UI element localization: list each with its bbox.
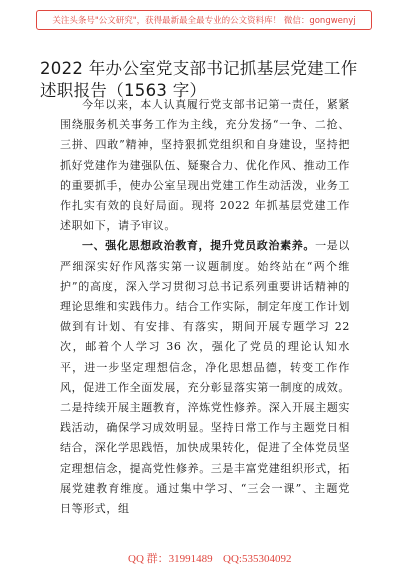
report-body <box>60 95 350 519</box>
section-1-paragraph <box>60 236 350 519</box>
intro-paragraph: 今年以来，本人认真履行党支部书记第一责任，紧紧围绕服务机关事务工作为主线，充分发扬“一争、二抢、三拼、四敢”精神，坚持狠抓党组织和自身建设，坚持把抓好党建作为建强队伍、疑聚合力、优化作风、推动工作的重要抓手，使办公室呈现出党建工作生动活泼，业务工作扎实有效的良好局面。现将 2022 年抓基层党建工作述职如下，请予审议。 <box>60 98 350 233</box>
footer-qq-number: QQ:535304092 <box>223 553 292 565</box>
section-1-heading: 一、强化思想政治教育，提升党员政治素养。 <box>82 239 316 253</box>
footer-qq-group: QQ 群：31991489 <box>128 553 213 565</box>
page-title: 2022 年办公室党支部书记抓基层党建工作述职报告（1563 字） <box>40 59 358 100</box>
footer-contact <box>0 552 408 566</box>
header-promo-banner: 关注头条号"公文研究"，获得最新最全最专业的公文资料库！ 微信：gongwenyj <box>36 10 372 30</box>
section-1-body: 一是以严细深实好作风落实第一议题制度。始终站在“两个维护”的高度，深入学习贯彻习总书记系列重要讲话精神的理论思维和实践伟力。结合工作实际，制定年度工作计划做到有计划、有安排、有落实，期间开展专题学习 22 次，邮着个人学习 36 次，强化了党员的理论认知水平，进一步坚定理想信念，净化思想品德，转变工作作风，促进工作全面发展，充分彰显落实第一制度的成效。二是持续开展主题教育，淬炼党性修养。深入开展主题实践活动，确保学习成效明显。坚持日常工作与主题党日相结合，深化学思践悟，加快成果转化，促进了全体党员坚定理想信念，提高党性修养。三是丰富党建组织形式，拓展党建教育维度。通过集中学习、“三会一课”、主题党日等形式，组 <box>60 239 350 516</box>
